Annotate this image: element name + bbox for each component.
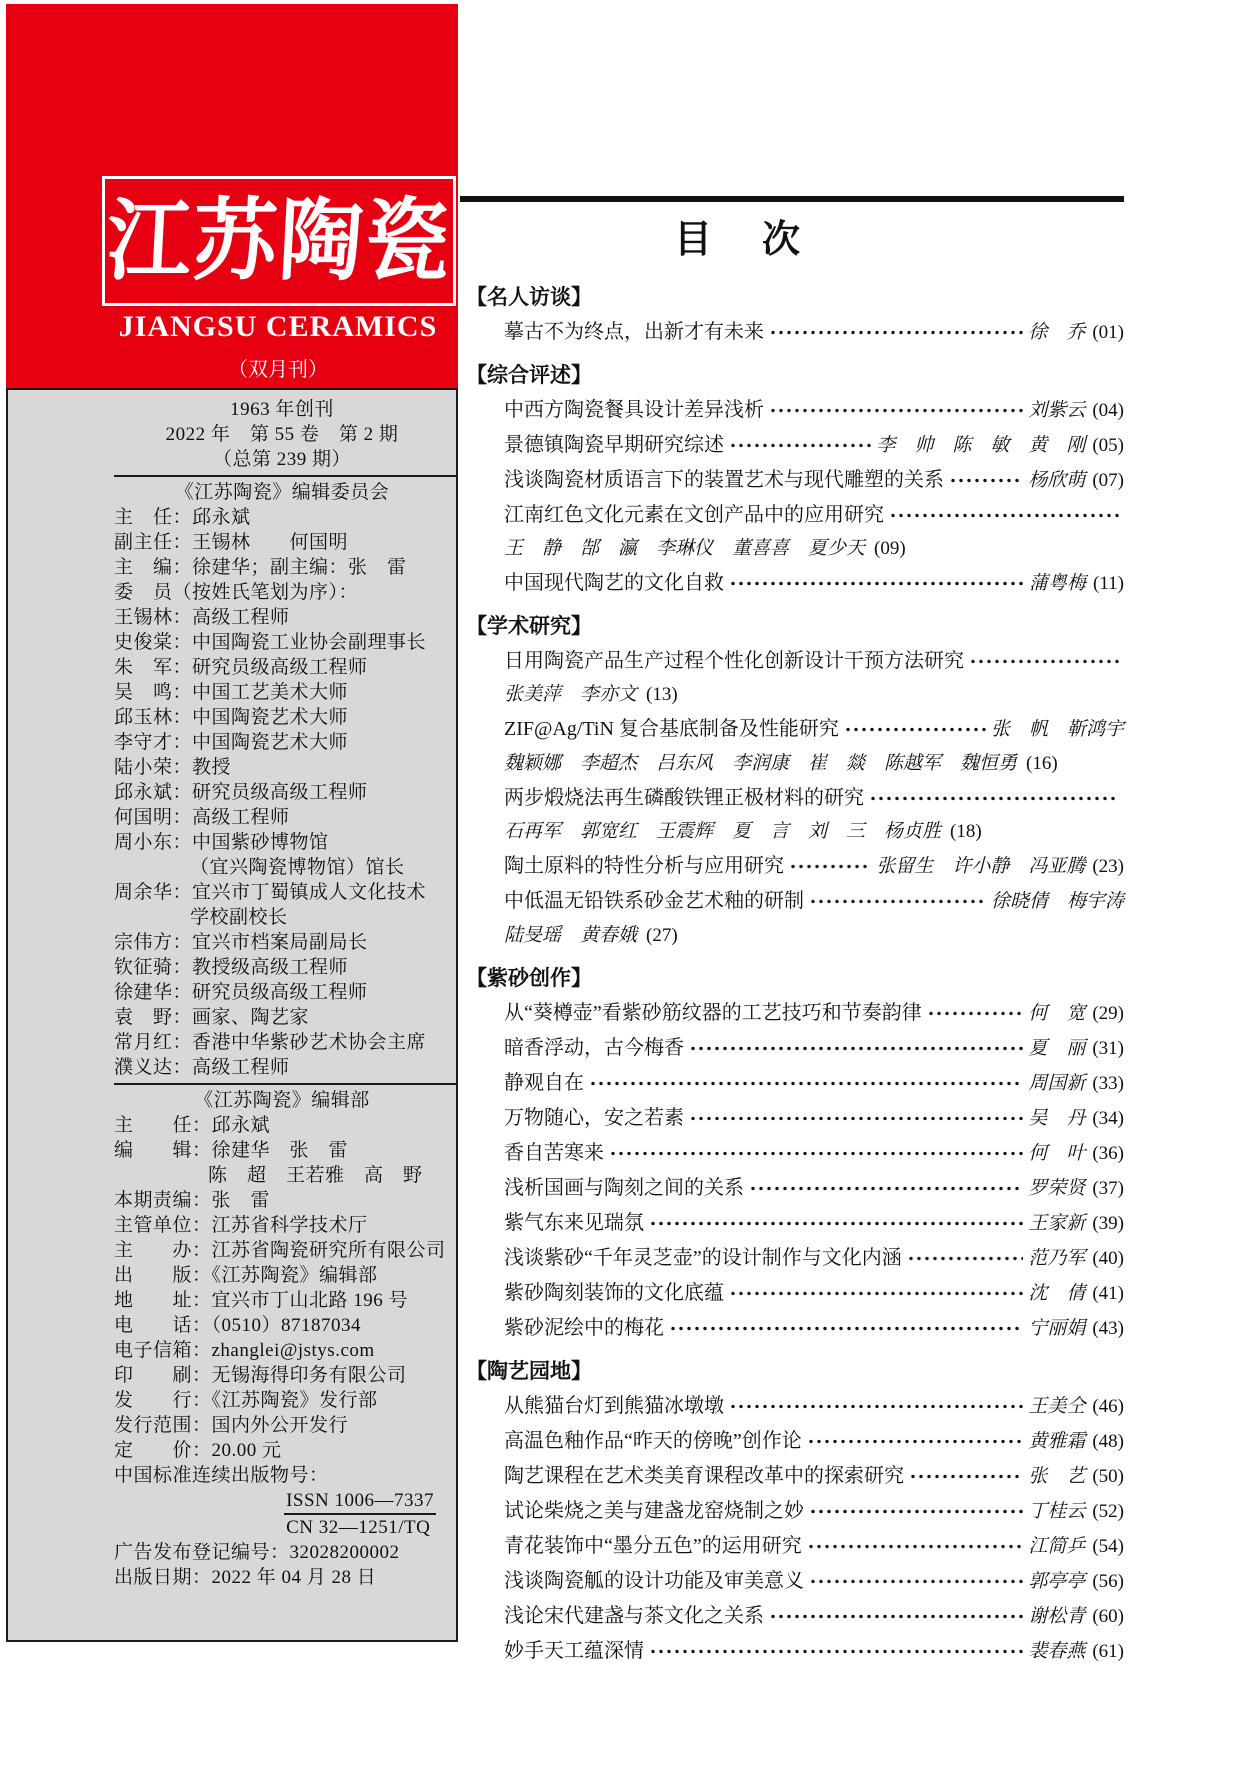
toc-entry-page: (54) (1092, 1536, 1124, 1558)
toc-entry-title: 浅论宋代建盏与茶文化之关系 (504, 1605, 764, 1628)
toc-dotted-leader (729, 1289, 1023, 1298)
toc-entry-authors: 蒲粤梅 (1029, 573, 1087, 595)
toc-entry (460, 1276, 1124, 1311)
toc-dotted-leader (609, 1149, 1023, 1158)
panel-divider (114, 1083, 456, 1085)
toc-entry-title: 日用陶瓷产品生产过程个性化创新设计干预方法研究 (504, 650, 964, 673)
info-line: 史俊棠：中国陶瓷工业协会副理事长 (114, 632, 427, 653)
issn-number: ISSN 1006—7337 (284, 1488, 436, 1515)
toc-entry-page: (11) (1093, 573, 1124, 595)
toc-dotted-leader (809, 1507, 1023, 1516)
toc-entry-title: 景德镇陶瓷早期研究综述 (504, 434, 724, 457)
toc-dotted-leader (649, 1647, 1023, 1656)
toc-entry-title: 中西方陶瓷餐具设计差异浅析 (504, 399, 764, 422)
toc-entry (460, 498, 1124, 532)
toc-entry-authors: 张美萍 李亦文 (504, 684, 638, 706)
toc-entry-page: (18) (950, 821, 982, 843)
toc-entry (460, 919, 1124, 953)
toc-entry-page: (48) (1092, 1431, 1124, 1453)
toc-entry-page: (50) (1092, 1466, 1124, 1488)
toc-entry (460, 712, 1124, 747)
toc-entry (460, 1136, 1124, 1171)
info-line: 出 版：《江苏陶瓷》编辑部 (114, 1265, 378, 1286)
toc-entry (460, 1171, 1124, 1206)
info-line: 袁 野：画家、陶艺家 (114, 1007, 310, 1028)
toc-entry-page: (60) (1092, 1606, 1124, 1628)
toc-entry-page: (36) (1092, 1143, 1124, 1165)
info-line: （宜兴陶瓷博物馆）馆长 (190, 857, 405, 878)
toc-entry-authors: 李 帅 陈 敏 黄 刚 (876, 435, 1086, 457)
journal-frequency-label: （双月刊） (228, 359, 328, 381)
toc-entry-page: (41) (1092, 1283, 1124, 1305)
toc-entry (460, 1101, 1124, 1136)
info-line: 主 办：江苏省陶瓷研究所有限公司 (114, 1240, 446, 1261)
toc-entry-page: (01) (1092, 322, 1124, 344)
toc-entry-page: (56) (1092, 1571, 1124, 1593)
toc-section-header: 【综合评述】 (466, 363, 592, 388)
toc-dotted-leader (729, 579, 1024, 588)
toc-page-title: 目 次 (673, 219, 806, 261)
info-line: 朱 军：研究员级高级工程师 (114, 657, 368, 678)
toc-entry-authors: 徐 乔 (1028, 322, 1086, 344)
toc-dotted-leader (769, 406, 1023, 415)
toc-entry (460, 1066, 1124, 1101)
info-line: 濮义达：高级工程师 (114, 1057, 290, 1078)
toc-entry (460, 849, 1124, 884)
info-line: 徐建华：研究员级高级工程师 (114, 982, 368, 1003)
info-line: 李守才：中国陶瓷艺术大师 (114, 732, 349, 753)
toc-column (460, 0, 1136, 1669)
toc-entry-title: 暗香浮动，古今梅香 (504, 1037, 684, 1060)
toc-entry-page: (07) (1092, 470, 1124, 492)
toc-sections (460, 279, 1136, 1669)
info-line: 陆小荣：教授 (114, 757, 232, 778)
toc-entry-authors: 张留生 许小静 冯亚腾 (876, 856, 1086, 878)
toc-entry (460, 1459, 1124, 1494)
toc-entry (460, 532, 1124, 566)
toc-entry-page: (05) (1092, 435, 1124, 457)
toc-entry (460, 393, 1124, 428)
toc-entry-title: 从熊猫台灯到熊猫冰墩墩 (504, 1395, 724, 1418)
info-line: 常月红：香港中华紫砂艺术协会主席 (114, 1032, 427, 1053)
toc-entry (460, 1031, 1124, 1066)
info-line: 学校副校长 (190, 907, 288, 928)
toc-entry-title: 中低温无铅铁系砂金艺术釉的研制 (504, 890, 804, 913)
toc-entry-title: 紫砂陶刻装饰的文化底蕴 (504, 1282, 724, 1305)
toc-entry-title: 浅谈紫砂“千年灵芝壶”的设计制作与文化内涵 (504, 1247, 902, 1270)
toc-entry-authors: 张 帆 靳鸿宇 (990, 719, 1124, 741)
toc-entry-authors: 江简乒 (1028, 1536, 1086, 1558)
editorial-info-list (114, 1113, 450, 1488)
toc-entry-authors: 王美仝 (1028, 1396, 1086, 1418)
toc-entry (460, 781, 1124, 815)
toc-entry-authors: 夏 丽 (1028, 1038, 1086, 1060)
toc-entry-authors: 刘紫云 (1028, 400, 1086, 422)
editorial-info-list-2 (114, 1540, 450, 1590)
toc-entry (460, 463, 1124, 498)
toc-entry (460, 644, 1124, 678)
toc-entry-title: 浅谈陶瓷觚的设计功能及审美意义 (504, 1570, 804, 1593)
toc-dotted-leader (969, 657, 1119, 666)
toc-entry-authors: 何 叶 (1028, 1143, 1086, 1165)
committee-list (114, 505, 450, 1080)
toc-entry-title: 浅谈陶瓷材质语言下的装置艺术与现代雕塑的关系 (504, 469, 944, 492)
toc-entry (460, 815, 1124, 849)
toc-dotted-leader (749, 1184, 1023, 1193)
toc-entry-authors: 徐晓倩 梅宇涛 (990, 891, 1124, 913)
toc-entry-title: 高温色釉作品“昨天的傍晚”创作论 (504, 1430, 802, 1453)
toc-entry-page: (09) (874, 538, 906, 560)
panel-divider (114, 475, 456, 477)
toc-dotted-leader (809, 1577, 1023, 1586)
toc-entry-page: (27) (646, 925, 678, 947)
info-line: 周余华：宜兴市丁蜀镇成人文化技术 (114, 882, 427, 903)
toc-entry-page: (34) (1092, 1108, 1124, 1130)
publication-info-panel (6, 388, 458, 1642)
founded-line: 1963 年创刊 (230, 399, 334, 420)
toc-entry-authors: 罗荣贤 (1028, 1178, 1086, 1200)
toc-entry-page: (31) (1092, 1038, 1124, 1060)
toc-entry (460, 678, 1124, 712)
toc-dotted-leader (649, 1219, 1023, 1228)
toc-entry-page: (46) (1092, 1396, 1124, 1418)
toc-dotted-leader (807, 1542, 1024, 1551)
toc-dotted-leader (907, 1254, 1024, 1263)
toc-entry-title: 试论柴烧之美与建盏龙窑烧制之妙 (504, 1500, 804, 1523)
left-column (6, 4, 458, 1588)
info-line: 周小东：中国紫砂博物馆 (114, 832, 329, 853)
journal-name-english: JIANGSU CERAMICS (118, 310, 438, 343)
toc-section-header: 【紫砂创作】 (466, 966, 592, 991)
issue-line: 2022 年 第 55 卷 第 2 期 (165, 424, 399, 445)
toc-dotted-leader (729, 1402, 1023, 1411)
info-line: 主 任：邱永斌 (114, 507, 251, 528)
toc-entry-authors: 郭亭亭 (1028, 1571, 1086, 1593)
toc-dotted-leader (844, 725, 986, 734)
toc-entry-title: 香自苦寒来 (504, 1142, 604, 1165)
toc-dotted-leader (729, 441, 871, 450)
info-line: 电 话：（0510）87187034 (114, 1315, 362, 1336)
info-line: 发 行：《江苏陶瓷》发行部 (114, 1390, 378, 1411)
toc-entry-title: 摹古不为终点，出新才有未来 (504, 321, 764, 344)
toc-entry (460, 1424, 1124, 1459)
journal-masthead (6, 4, 458, 388)
toc-entry-page: (37) (1092, 1178, 1124, 1200)
toc-dotted-leader (789, 862, 871, 871)
toc-entry-authors: 范乃军 (1028, 1248, 1086, 1270)
info-line: 委 员（按姓氏笔划为序）： (114, 582, 359, 603)
cn-number: CN 32—1251/TQ (286, 1517, 431, 1538)
toc-entry-page: (23) (1092, 856, 1124, 878)
toc-section-header: 【陶艺园地】 (466, 1359, 592, 1384)
toc-entry (460, 428, 1124, 463)
toc-entry-authors: 杨欣萌 (1028, 470, 1086, 492)
toc-entry-title: 中国现代陶艺的文化自救 (504, 572, 724, 595)
toc-entry (460, 1389, 1124, 1424)
toc-entry-authors: 宁丽娟 (1028, 1318, 1086, 1340)
toc-entry-page: (61) (1092, 1641, 1124, 1663)
toc-dotted-leader (869, 794, 1119, 803)
toc-entry-title: 青花装饰中“墨分五色”的运用研究 (504, 1535, 802, 1558)
toc-dotted-leader (669, 1324, 1023, 1333)
toc-entry-page: (16) (1026, 753, 1058, 775)
toc-entry-authors: 张 艺 (1028, 1466, 1086, 1488)
top-rule (460, 196, 1124, 202)
info-line: 电子信箱：zhanglei@jstys.com (114, 1340, 375, 1361)
toc-entry-title: ZIF@Ag/TiN 复合基底制备及性能研究 (504, 718, 839, 741)
toc-entry-authors: 魏颖娜 李超杰 吕东风 李润康 崔 燚 陈越军 魏恒勇 (504, 753, 1018, 775)
toc-entry-authors: 吴 丹 (1028, 1108, 1086, 1130)
toc-dotted-leader (689, 1044, 1023, 1053)
toc-entry (460, 1241, 1124, 1276)
toc-entry-title: 浅析国画与陶刻之间的关系 (504, 1177, 744, 1200)
info-line: 副主任：王锡林 何国明 (114, 532, 349, 553)
info-line: 主管单位：江苏省科学技术厅 (114, 1215, 368, 1236)
toc-dotted-leader (809, 897, 986, 906)
toc-entry-title: 万物随心，安之若素 (504, 1107, 684, 1130)
toc-entry-page: (33) (1092, 1073, 1124, 1095)
toc-dotted-leader (689, 1114, 1023, 1123)
toc-dotted-leader (589, 1079, 1023, 1088)
toc-entry (460, 1529, 1124, 1564)
toc-entry-title: 江南红色文化元素在文创产品中的应用研究 (504, 504, 884, 527)
info-line: 地 址：宜兴市丁山北路 196 号 (114, 1290, 409, 1311)
toc-entry (460, 1311, 1124, 1346)
toc-dotted-leader (927, 1009, 1024, 1018)
info-line: 主 编：徐建华；副主编：张 雷 (114, 557, 407, 578)
info-line: 王锡林：高级工程师 (114, 607, 290, 628)
journal-logo-box (102, 176, 456, 306)
toc-entry-title: 两步煅烧法再生磷酸铁锂正极材料的研究 (504, 787, 864, 810)
toc-entry-title: 紫砂泥绘中的梅花 (504, 1317, 664, 1340)
toc-entry-authors: 谢松青 (1028, 1606, 1086, 1628)
info-line: 出版日期：2022 年 04 月 28 日 (114, 1567, 377, 1588)
toc-entry-title: 静观自在 (504, 1072, 584, 1095)
info-line: 何国明：高级工程师 (114, 807, 290, 828)
toc-entry (460, 1599, 1124, 1634)
toc-dotted-leader (889, 511, 1119, 520)
info-line: 主 任：邱永斌 (114, 1115, 271, 1136)
toc-dotted-leader (949, 476, 1023, 485)
issn-cn-block (284, 1488, 436, 1540)
toc-entry-page: (52) (1092, 1501, 1124, 1523)
total-issue-line: （总第 239 期） (212, 449, 351, 470)
toc-entry-authors: 沈 倩 (1028, 1283, 1086, 1305)
info-line: 印 刷：无锡海得印务有限公司 (114, 1365, 407, 1386)
info-line: 吴 鸣：中国工艺美术大师 (114, 682, 349, 703)
toc-entry (460, 747, 1124, 781)
info-line: 钦征骑：教授级高级工程师 (114, 957, 349, 978)
toc-entry-title: 陶艺课程在艺术类美育课程改革中的探索研究 (504, 1465, 904, 1488)
toc-entry-authors: 何 宽 (1028, 1003, 1086, 1025)
toc-entry-authors: 周国新 (1028, 1073, 1086, 1095)
toc-entry (460, 566, 1124, 601)
info-line: 宗伟方：宜兴市档案局副局长 (114, 932, 368, 953)
toc-entry-authors: 王家新 (1028, 1213, 1086, 1235)
toc-entry-page: (43) (1092, 1318, 1124, 1340)
info-line: 定 价：20.00 元 (114, 1440, 282, 1461)
toc-dotted-leader (909, 1472, 1023, 1481)
editorial-dept-title: 《江苏陶瓷》编辑部 (194, 1090, 370, 1111)
toc-entry-authors: 丁桂云 (1028, 1501, 1086, 1523)
toc-entry-page: (04) (1092, 400, 1124, 422)
toc-entry-title: 从“葵樽壶”看紫砂筋纹器的工艺技巧和节奏韵律 (504, 1002, 922, 1025)
info-line: 编 辑：徐建华 张 雷 (114, 1140, 349, 1161)
toc-entry (460, 1494, 1124, 1529)
toc-entry (460, 315, 1124, 350)
toc-section-header: 【名人访谈】 (466, 285, 592, 310)
toc-entry-page: (29) (1092, 1003, 1124, 1025)
toc-entry (460, 1564, 1124, 1599)
toc-entry-authors: 黄雅霜 (1028, 1431, 1086, 1453)
info-line: 中国标准连续出版物号： (114, 1465, 329, 1486)
toc-entry (460, 996, 1124, 1031)
committee-title: 《江苏陶瓷》编辑委员会 (174, 482, 390, 503)
toc-entry-title: 陶土原料的特性分析与应用研究 (504, 855, 784, 878)
toc-dotted-leader (769, 328, 1023, 337)
toc-entry-authors: 裴春燕 (1028, 1641, 1086, 1663)
toc-entry-title: 紫气东来见瑞氛 (504, 1212, 644, 1235)
toc-entry-page: (40) (1092, 1248, 1124, 1270)
toc-section-header: 【学术研究】 (466, 614, 592, 639)
info-line: 陈 超 王若雅 高 野 (208, 1165, 423, 1186)
info-line: 广告发布登记编号：32028200002 (114, 1542, 400, 1563)
toc-entry-authors: 陆旻瑶 黄春娥 (504, 925, 638, 947)
toc-dotted-leader (769, 1612, 1023, 1621)
toc-entry (460, 1206, 1124, 1241)
toc-entry (460, 1634, 1124, 1669)
info-line: 本期责编：张 雷 (114, 1190, 271, 1211)
toc-entry-title: 妙手天工蕴深情 (504, 1640, 644, 1663)
toc-entry-authors: 王 静 郜 瀛 李琳仪 董喜喜 夏少天 (504, 538, 866, 560)
info-line: 邱永斌：研究员级高级工程师 (114, 782, 368, 803)
info-line: 邱玉林：中国陶瓷艺术大师 (114, 707, 349, 728)
toc-dotted-leader (807, 1437, 1024, 1446)
info-line: 发行范围：国内外公开发行 (114, 1415, 349, 1436)
journal-logo-calligraphy: 江苏陶瓷 (104, 188, 454, 293)
toc-entry-page: (39) (1092, 1213, 1124, 1235)
toc-entry-page: (13) (646, 684, 678, 706)
toc-entry-authors: 石再军 郭宽红 王震辉 夏 言 刘 三 杨贞胜 (504, 821, 942, 843)
toc-entry (460, 884, 1124, 919)
